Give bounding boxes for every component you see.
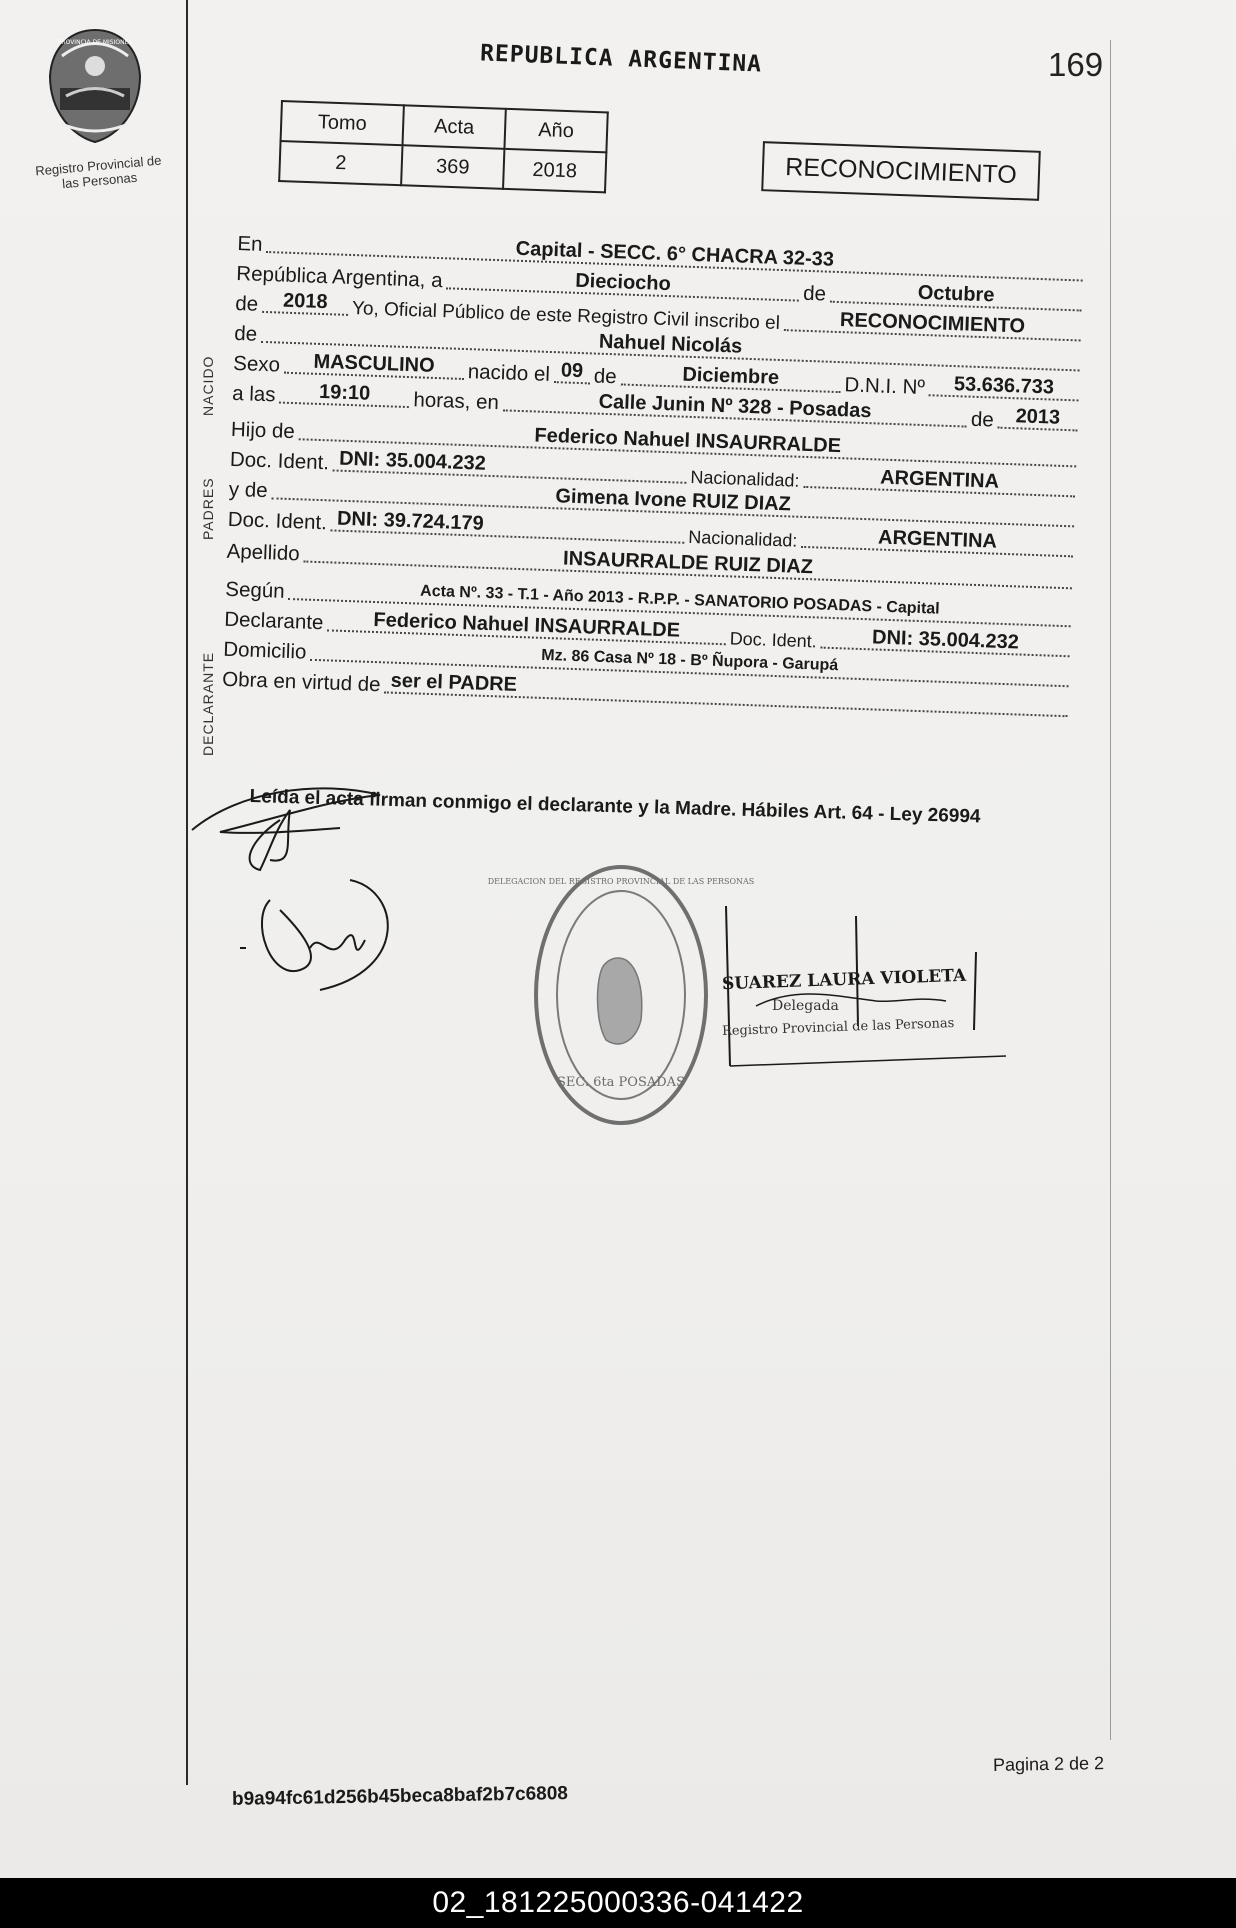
file-id-text: 02_181225000336-041422 [432,1886,804,1919]
registry-table [278,100,609,193]
value-anio: 2018 [282,289,328,314]
stamp-name: SUAREZ LAURA VIOLETA [721,965,967,995]
value-declarante: Federico Nahuel INSAURRALDE [373,608,681,642]
label-y-de: y de [228,477,269,503]
value-nombre: Nahuel Nicolás [598,330,743,358]
label-doc-ident-1: Doc. Ident. [229,447,330,475]
side-label-declarante: DECLARANTE [200,651,216,756]
label-republica-a: República Argentina, a [236,261,443,293]
signature-scribble-icon [180,770,430,1000]
label-de-nombre: de [233,321,258,346]
value-domicilio: Mz. 86 Casa Nº 18 - Bº Ñupora - Garupá [541,646,839,675]
value-nac-padre: ARGENTINA [879,466,1000,493]
acta-body [217,228,1087,857]
file-id-bar [0,1878,1236,1928]
value-obra: ser el PADRE [390,669,518,697]
value-dia-nac: 09 [560,359,584,383]
label-segun: Según [224,577,286,603]
value-acto: RECONOCIMIENTO [839,309,1026,338]
value-padre: Federico Nahuel INSAURRALDE [534,424,842,458]
side-label-padres: PADRES [200,477,216,540]
label-de-dia: de [593,364,618,389]
seal-text: DELEGACION DEL REGISTRO PROVINCIAL DE LAS PERSONAS [487,877,755,886]
side-label-nacido: NACIDO [200,355,216,416]
provincial-crest-icon [42,26,148,146]
anio-header: Año [504,109,607,153]
acta-header: Acta [402,105,505,149]
value-apellido: INSAURRALDE RUIZ DIAZ [562,547,814,579]
label-a-las: a las [231,381,276,407]
value-mes: Octubre [917,281,995,307]
value-doc-madre: DNI: 39.724.179 [336,507,485,535]
value-mes-nac: Diciembre [682,363,780,389]
official-seal-icon [487,860,755,1130]
value-sexo: MASCULINO [313,350,435,377]
label-en: En [237,231,263,256]
tomo-value: 2 [279,141,402,185]
label-oficial-text: Yo, Oficial Público de este Registro Civil inscribo el [351,298,781,334]
label-nacido-el: nacido el [467,360,551,386]
crest-text: PROVINCIA DE MISIONES [57,39,133,46]
label-de-anio-nac: de [970,407,995,432]
tomo-header: Tomo [281,101,404,145]
label-de-anio: de [234,291,259,316]
document-hash: b9a94fc61d256b45beca8baf2b7c6808 [231,1783,569,1810]
value-nac-madre: ARGENTINA [877,526,998,553]
value-lugar-nac: Calle Junin Nº 328 - Posadas [598,390,872,423]
right-margin-rule [1110,40,1111,1740]
page-number: 169 [1048,46,1104,83]
value-doc-declarante: DNI: 35.004.232 [871,626,1020,654]
label-obra: Obra en virtud de [221,667,381,697]
label-nacionalidad-2: Nacionalidad: [687,526,798,551]
value-dni: 53.636.733 [953,373,1055,399]
value-doc-padre: DNI: 35.004.232 [338,447,487,475]
seal-center-text: SEC. 6ta POSADAS [557,1075,685,1090]
label-doc-ident-2: Doc. Ident. [227,507,328,535]
stamp-role: Delegada [772,998,839,1014]
officer-stamp [716,906,1016,1076]
label-dni: D.N.I. Nº [844,373,926,400]
label-doc-ident-decl: Doc. Ident. [729,628,818,652]
value-dia: Dieciocho [574,269,672,296]
registro-provincial-label: Registro Provincial de las Personas [34,152,162,192]
label-declarante: Declarante [223,607,324,635]
label-de-mes: de [802,281,827,306]
acta-value: 369 [401,145,504,189]
label-nacionalidad-1: Nacionalidad: [690,466,800,491]
document-type-badge: RECONOCIMIENTO [761,141,1041,201]
value-anio-nac: 2013 [1015,405,1061,429]
value-lugar: Capital - SECC. 6° CHACRA 32-33 [515,237,835,271]
stamp-org: Registro Provincial de las Personas [721,1015,955,1040]
pagination-text: Pagina 2 de 2 [992,1753,1105,1775]
label-horas-en: horas, en [413,388,500,415]
label-hijo-de: Hijo de [230,417,296,444]
value-segun: Acta Nº. 33 - T.1 - Año 2013 - R.P.P. - SANATORIO POSADAS - Capital [419,582,940,618]
label-sexo: Sexo [232,351,281,377]
closing-text: Leída el acta firman conmigo el declarante y la Madre. Hábiles Art. 64 - Ley 26994 [249,786,981,828]
anio-value: 2018 [503,149,606,193]
label-apellido: Apellido [226,539,301,566]
value-hora: 19:10 [318,380,371,405]
label-domicilio: Domicilio [222,637,307,664]
header-title: REPUBLICA ARGENTINA [479,40,763,78]
value-madre: Gimena Ivone RUIZ DIAZ [555,485,792,516]
